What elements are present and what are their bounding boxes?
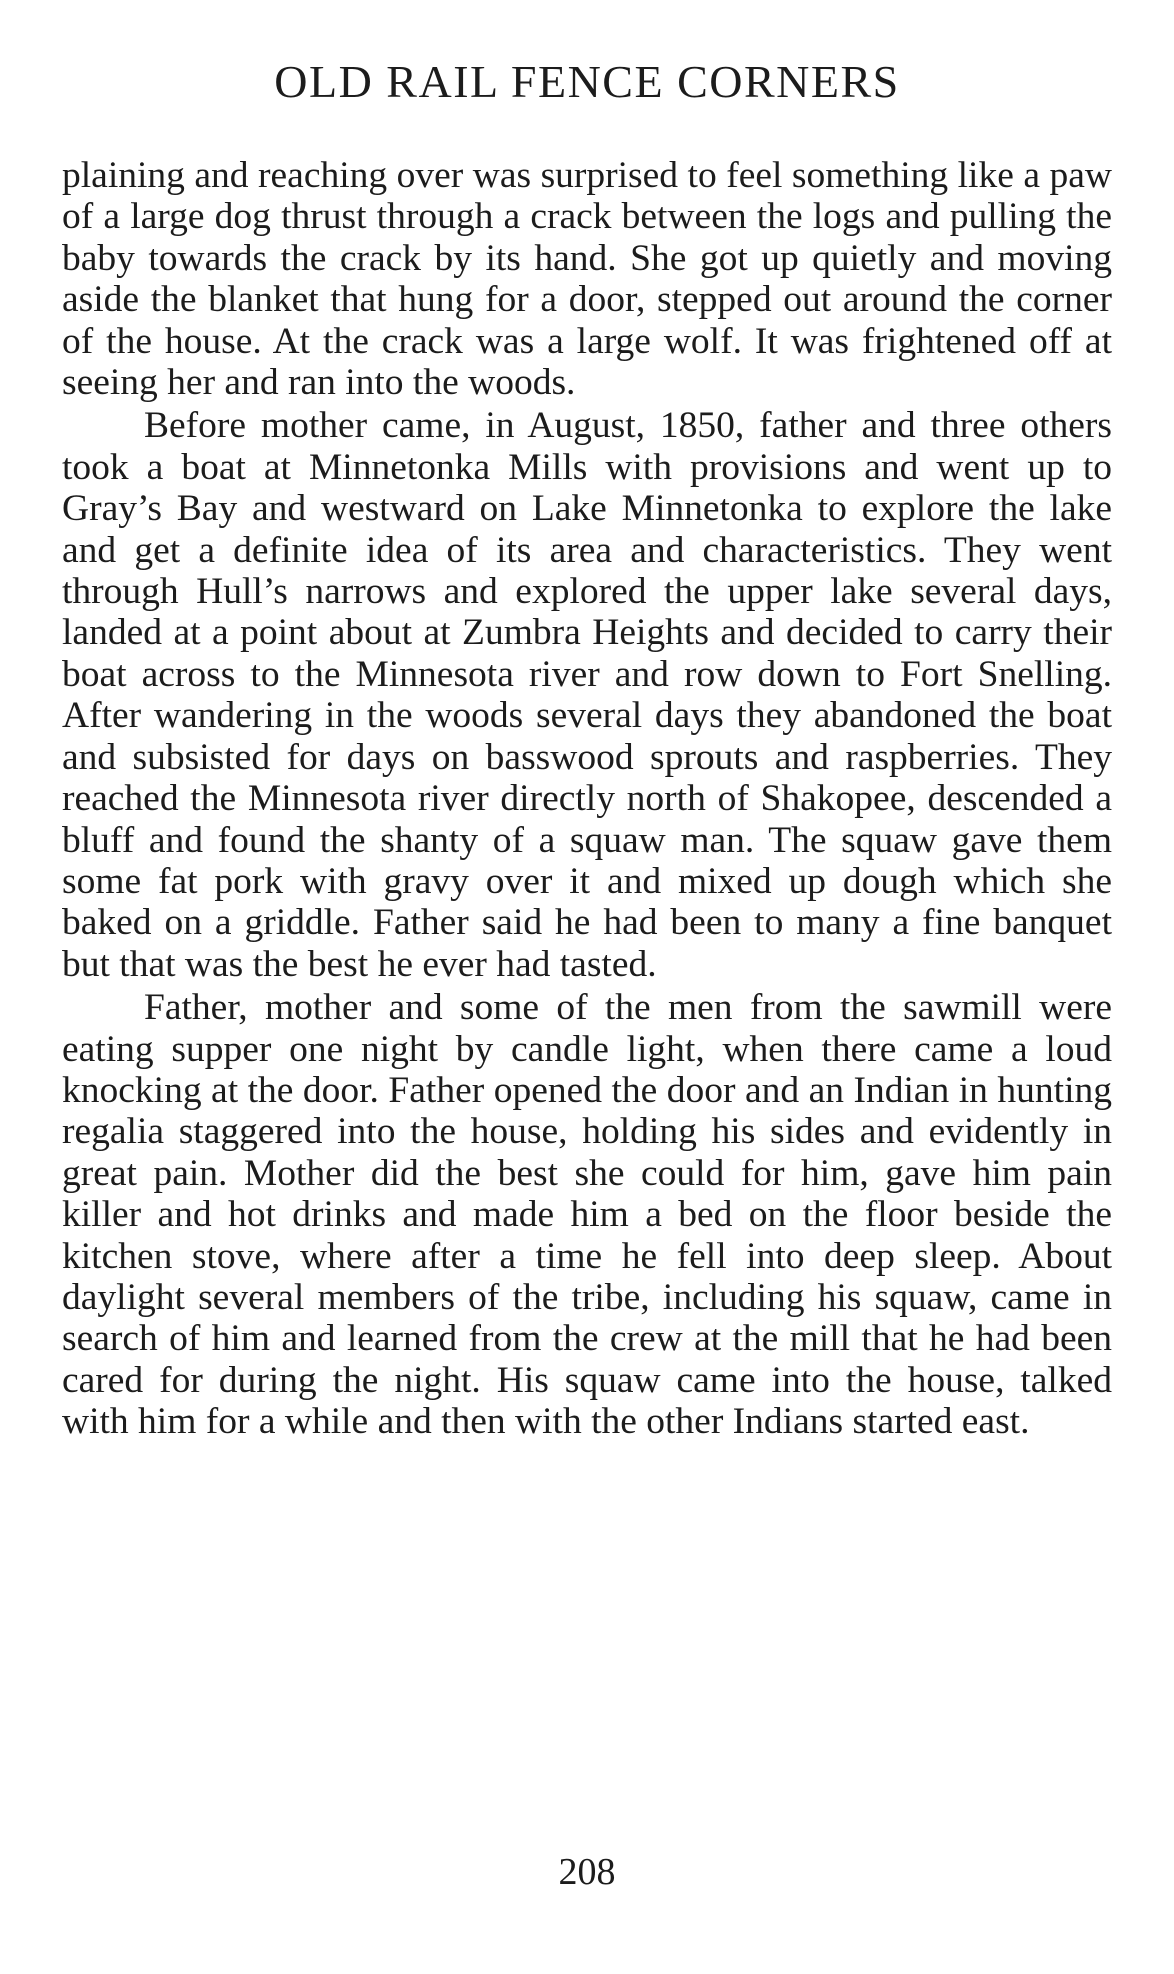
paragraph-indian-visitor: Father, mother and some of the men from the sawmill were eating supper one night by candle light, when there came a loud knocking at the door. Father opened the door and an Indian in hunting regalia staggered into the house, holding his sides and evidently in great pain. Mother did the best she could for him, gave him pain killer and hot drinks and made him a bed on the floor beside the kitchen stove, where after a time he fell into deep sleep. About daylight several members of the tribe, including his squaw, came in search of him and learned from the crew at the mill that he had been cared for during the night. His squaw came into the house, talked with him for a while and then with the other Indians started east. [62,987,1112,1443]
paragraph-boat-trip: Before mother came, in August, 1850, father and three others took a boat at Minnetonka Mills with provisions and went up to Gray’s Bay and westward on Lake Minnetonka to explore the lake and get a definite idea of its area and characteristics. They went through Hull’s narrows and explored the upper lake several days, landed at a point about at Zumbra Heights and decided to carry their boat across to the Minnesota river and row down to Fort Snelling. After wandering in the woods several days they abandoned the boat and subsisted for days on basswood sprouts and raspberries. They reached the Minnesota river directly north of Shakopee, descended a bluff and found the shanty of a squaw man. The squaw gave them some fat pork with gravy over it and mixed up dough which she baked on a griddle. Father said he had been to many a fine banquet but that was the best he ever had tasted. [62,405,1112,985]
body-text [62,155,1112,1445]
paragraph-wolf: plaining and reaching over was surprised to feel something like a paw of a large dog thrust through a crack between the logs and pulling the baby towards the crack by its hand. She got up quietly and moving aside the blanket that hung for a door, stepped out around the corner of the house. At the crack was a large wolf. It was frightened off at seeing her and ran into the woods. [62,155,1112,404]
running-head: OLD RAIL FENCE CORNERS [274,56,900,107]
page-number: 208 [558,1851,616,1893]
